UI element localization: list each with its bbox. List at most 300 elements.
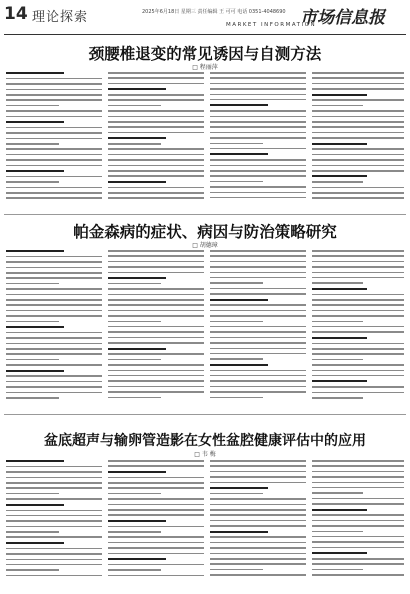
body-text-line bbox=[312, 105, 363, 107]
issue-meta: 2025年6月18日 星期三 责任编辑 王 可可 电话 0351-4048690 bbox=[142, 9, 286, 15]
body-text-line bbox=[6, 575, 102, 577]
body-text-line bbox=[312, 83, 404, 85]
body-text-line bbox=[108, 288, 204, 290]
subheading-line bbox=[312, 175, 367, 177]
body-text-line bbox=[108, 272, 204, 274]
body-text-line bbox=[6, 520, 102, 522]
body-text-line bbox=[312, 364, 404, 366]
body-text-line bbox=[210, 132, 306, 134]
body-text-line bbox=[210, 250, 306, 252]
body-text-line bbox=[312, 299, 404, 301]
body-text-line bbox=[108, 477, 204, 479]
body-text-line bbox=[312, 148, 404, 150]
subheading-line bbox=[6, 370, 64, 372]
article-2-column-2 bbox=[108, 250, 204, 402]
body-text-line bbox=[312, 154, 404, 156]
body-text-line bbox=[210, 525, 306, 527]
body-text-line bbox=[312, 465, 404, 467]
body-text-line bbox=[210, 94, 306, 96]
body-text-line bbox=[312, 261, 404, 263]
article-3-column-3 bbox=[210, 460, 306, 580]
article-2-column-1 bbox=[6, 250, 102, 402]
body-text-line bbox=[108, 310, 204, 312]
body-text-line bbox=[210, 342, 306, 344]
body-text-line bbox=[108, 331, 204, 333]
body-text-line bbox=[210, 326, 306, 328]
body-text-line bbox=[108, 542, 204, 544]
body-text-line bbox=[108, 154, 204, 156]
page-number: 14 bbox=[4, 4, 28, 24]
body-text-line bbox=[312, 137, 404, 139]
body-text-line bbox=[210, 391, 306, 393]
subheading-line bbox=[108, 471, 166, 473]
subheading-line bbox=[312, 337, 367, 339]
subheading-line bbox=[108, 137, 166, 139]
body-text-line bbox=[108, 255, 204, 257]
body-text-line bbox=[210, 72, 306, 74]
body-text-line bbox=[210, 315, 306, 317]
body-text-line bbox=[210, 476, 306, 478]
body-text-line bbox=[210, 121, 306, 123]
body-text-line bbox=[108, 386, 204, 388]
subheading-line bbox=[6, 504, 64, 506]
body-text-line bbox=[6, 531, 59, 533]
body-text-line bbox=[312, 563, 404, 565]
body-text-line bbox=[108, 250, 204, 252]
body-text-line bbox=[210, 165, 306, 167]
body-text-line bbox=[312, 187, 404, 189]
body-text-line bbox=[210, 493, 263, 495]
body-text-line bbox=[108, 99, 204, 101]
body-text-line bbox=[108, 526, 204, 528]
body-text-line bbox=[312, 541, 404, 543]
body-text-line bbox=[6, 187, 102, 189]
body-text-line bbox=[210, 310, 306, 312]
body-text-line bbox=[312, 343, 404, 345]
body-text-line bbox=[312, 121, 404, 123]
body-text-line bbox=[210, 375, 306, 377]
body-text-line bbox=[108, 187, 204, 189]
body-text-line bbox=[108, 326, 204, 328]
body-text-line bbox=[108, 564, 204, 566]
body-text-line bbox=[108, 266, 204, 268]
body-text-line bbox=[210, 186, 306, 188]
body-text-line bbox=[6, 272, 102, 274]
body-text-line bbox=[108, 294, 204, 296]
body-text-line bbox=[108, 321, 161, 323]
body-text-line bbox=[210, 116, 306, 118]
subheading-line bbox=[108, 520, 166, 522]
body-text-line bbox=[108, 175, 204, 177]
body-text-line bbox=[210, 288, 306, 290]
body-text-line bbox=[108, 531, 161, 533]
body-text-line bbox=[6, 466, 102, 468]
body-text-line bbox=[6, 482, 102, 484]
subheading-line bbox=[6, 170, 64, 172]
body-text-line bbox=[108, 465, 204, 467]
subheading-line bbox=[6, 460, 64, 462]
article-2-title: 帕金森病的症状、病因与防治策略研究 bbox=[73, 223, 337, 241]
body-text-line bbox=[210, 126, 306, 128]
body-text-line bbox=[108, 370, 204, 372]
body-text-line bbox=[312, 353, 404, 355]
body-text-line bbox=[108, 159, 204, 161]
body-text-line bbox=[108, 315, 204, 317]
body-text-line bbox=[108, 121, 204, 123]
body-text-line bbox=[210, 143, 263, 145]
subheading-line bbox=[6, 72, 64, 74]
body-text-line bbox=[108, 105, 161, 107]
body-text-line bbox=[6, 94, 102, 96]
body-text-line bbox=[210, 471, 306, 473]
body-text-line bbox=[108, 77, 204, 79]
subheading-line bbox=[312, 143, 367, 145]
body-text-line bbox=[210, 293, 306, 295]
body-text-line bbox=[108, 304, 204, 306]
body-text-line bbox=[108, 143, 161, 145]
body-text-line bbox=[6, 375, 102, 377]
body-text-line bbox=[312, 331, 404, 333]
article-1-column-2 bbox=[108, 72, 204, 203]
body-text-line bbox=[108, 493, 161, 495]
body-text-line bbox=[210, 282, 263, 284]
body-text-line bbox=[312, 492, 363, 494]
body-text-line bbox=[6, 559, 102, 561]
article-3-column-1 bbox=[6, 460, 102, 580]
body-text-line bbox=[6, 89, 102, 91]
body-text-line bbox=[6, 564, 102, 566]
body-text-line bbox=[108, 536, 204, 538]
body-text-line bbox=[210, 88, 306, 90]
body-text-line bbox=[210, 460, 306, 462]
body-text-line bbox=[108, 132, 204, 134]
body-text-line bbox=[108, 72, 204, 74]
body-text-line bbox=[108, 148, 204, 150]
body-text-line bbox=[312, 88, 404, 90]
body-text-line bbox=[108, 299, 204, 301]
body-text-line bbox=[312, 192, 404, 194]
article-1-column-4 bbox=[312, 72, 404, 203]
body-text-line bbox=[312, 315, 404, 317]
subheading-line bbox=[6, 326, 64, 328]
body-text-line bbox=[210, 331, 306, 333]
body-text-line bbox=[6, 294, 102, 296]
subheading-line bbox=[6, 542, 64, 544]
article-1-title: 颈腰椎退变的常见诱因与自测方法 bbox=[88, 45, 322, 63]
body-text-line bbox=[6, 181, 59, 183]
subheading-line bbox=[210, 104, 268, 106]
body-text-line bbox=[312, 310, 404, 312]
body-text-line bbox=[6, 197, 102, 199]
body-text-line bbox=[108, 126, 204, 128]
body-text-line bbox=[108, 342, 204, 344]
body-text-line bbox=[312, 321, 363, 323]
subheading-line bbox=[108, 558, 166, 560]
body-text-line bbox=[312, 170, 404, 172]
body-text-line bbox=[6, 359, 59, 361]
body-text-line bbox=[312, 250, 404, 252]
body-text-line bbox=[6, 83, 102, 85]
article-1-column-3 bbox=[210, 72, 306, 202]
body-text-line bbox=[108, 460, 204, 462]
body-text-line bbox=[6, 515, 102, 517]
body-text-line bbox=[108, 514, 204, 516]
article-divider bbox=[4, 414, 406, 415]
article-2-column-4 bbox=[312, 250, 404, 402]
masthead bbox=[0, 0, 410, 36]
body-text-line bbox=[312, 487, 404, 489]
body-text-line bbox=[210, 569, 263, 571]
body-text-line bbox=[210, 553, 306, 555]
subheading-line bbox=[312, 288, 367, 290]
body-text-line bbox=[210, 386, 306, 388]
article-3-column-2 bbox=[108, 460, 204, 580]
body-text-line bbox=[6, 310, 102, 312]
body-text-line bbox=[6, 165, 102, 167]
body-text-line bbox=[108, 575, 204, 577]
body-text-line bbox=[210, 482, 306, 484]
body-text-line bbox=[210, 266, 306, 268]
body-text-line bbox=[210, 348, 306, 350]
body-text-line bbox=[210, 397, 263, 399]
body-text-line bbox=[312, 77, 404, 79]
body-text-line bbox=[210, 358, 263, 360]
body-text-line bbox=[210, 148, 306, 150]
body-text-line bbox=[312, 255, 404, 257]
body-text-line bbox=[210, 353, 306, 355]
body-text-line bbox=[210, 563, 306, 565]
body-text-line bbox=[6, 548, 102, 550]
body-text-line bbox=[6, 78, 102, 80]
body-text-line bbox=[6, 569, 59, 571]
article-3-byline: □ 韦 梅 bbox=[194, 451, 216, 458]
body-text-line bbox=[6, 116, 102, 118]
body-text-line bbox=[6, 526, 102, 528]
body-text-line bbox=[210, 175, 306, 177]
subheading-line bbox=[6, 121, 64, 123]
body-text-line bbox=[108, 397, 161, 399]
body-text-line bbox=[6, 192, 102, 194]
body-text-line bbox=[6, 110, 102, 112]
body-text-line bbox=[312, 72, 404, 74]
body-text-line bbox=[6, 159, 102, 161]
body-text-line bbox=[210, 321, 263, 323]
body-text-line bbox=[6, 288, 102, 290]
body-text-line bbox=[312, 397, 363, 399]
body-text-line bbox=[6, 343, 102, 345]
body-text-line bbox=[312, 514, 404, 516]
body-text-line bbox=[6, 348, 102, 350]
subheading-line bbox=[210, 487, 268, 489]
body-text-line bbox=[210, 504, 306, 506]
body-text-line bbox=[312, 304, 404, 306]
body-text-line bbox=[312, 181, 363, 183]
body-text-line bbox=[6, 536, 102, 538]
body-text-line bbox=[312, 326, 404, 328]
body-text-line bbox=[312, 294, 404, 296]
body-text-line bbox=[6, 493, 59, 495]
body-text-line bbox=[6, 337, 102, 339]
body-text-line bbox=[6, 321, 59, 323]
section-title: 理论探索 bbox=[32, 10, 89, 25]
body-text-line bbox=[6, 299, 102, 301]
body-text-line bbox=[6, 267, 102, 269]
body-text-line bbox=[312, 159, 404, 161]
body-text-line bbox=[210, 261, 306, 263]
article-3-title: 盆底超声与输卵管造影在女性盆腔健康评估中的应用 bbox=[44, 433, 366, 449]
body-text-line bbox=[6, 381, 102, 383]
body-text-line bbox=[312, 558, 404, 560]
body-text-line bbox=[210, 99, 306, 101]
subheading-line bbox=[108, 88, 166, 90]
body-text-line bbox=[108, 83, 204, 85]
body-text-line bbox=[108, 380, 204, 382]
body-text-line bbox=[6, 364, 102, 366]
body-text-line bbox=[210, 277, 306, 279]
body-text-line bbox=[108, 110, 204, 112]
subheading-line bbox=[312, 509, 367, 511]
body-text-line bbox=[210, 498, 306, 500]
article-2-column-3 bbox=[210, 250, 306, 402]
body-text-line bbox=[6, 510, 102, 512]
body-text-line bbox=[210, 197, 306, 199]
body-text-line bbox=[210, 380, 306, 382]
body-text-line bbox=[312, 482, 404, 484]
body-text-line bbox=[210, 547, 306, 549]
body-text-line bbox=[210, 514, 306, 516]
body-text-line bbox=[6, 127, 102, 129]
subheading-line bbox=[210, 299, 268, 301]
subheading-line bbox=[312, 552, 367, 554]
body-text-line bbox=[312, 460, 404, 462]
body-text-line bbox=[6, 353, 102, 355]
body-text-line bbox=[312, 282, 363, 284]
body-text-line bbox=[210, 542, 306, 544]
body-text-line bbox=[6, 143, 59, 145]
subheading-line bbox=[312, 380, 367, 382]
newspaper-english-name: MARKET INFORMATION bbox=[226, 22, 317, 28]
body-text-line bbox=[108, 498, 204, 500]
body-text-line bbox=[6, 154, 102, 156]
body-text-line bbox=[312, 498, 404, 500]
body-text-line bbox=[210, 370, 306, 372]
body-text-line bbox=[108, 364, 204, 366]
body-text-line bbox=[108, 170, 204, 172]
body-text-line bbox=[6, 477, 102, 479]
article-divider bbox=[4, 214, 406, 215]
body-text-line bbox=[108, 283, 161, 285]
body-text-line bbox=[210, 509, 306, 511]
body-text-line bbox=[108, 482, 204, 484]
subheading-line bbox=[312, 94, 367, 96]
body-text-line bbox=[312, 272, 404, 274]
body-text-line bbox=[312, 370, 404, 372]
body-text-line bbox=[108, 165, 204, 167]
body-text-line bbox=[312, 569, 363, 571]
newspaper-logo: 市场信息报 bbox=[300, 8, 385, 28]
body-text-line bbox=[6, 386, 102, 388]
subheading-line bbox=[108, 181, 166, 183]
body-text-line bbox=[6, 283, 59, 285]
body-text-line bbox=[312, 471, 404, 473]
body-text-line bbox=[6, 261, 102, 263]
subheading-line bbox=[108, 277, 166, 279]
body-text-line bbox=[6, 105, 59, 107]
body-text-line bbox=[312, 126, 404, 128]
body-text-line bbox=[312, 116, 404, 118]
body-text-line bbox=[6, 148, 102, 150]
body-text-line bbox=[210, 255, 306, 257]
body-text-line bbox=[312, 574, 404, 576]
body-text-line bbox=[312, 392, 404, 394]
body-text-line bbox=[108, 94, 204, 96]
body-text-line bbox=[108, 192, 204, 194]
body-text-line bbox=[6, 277, 102, 279]
body-text-line bbox=[210, 337, 306, 339]
body-text-line bbox=[108, 547, 204, 549]
body-text-line bbox=[210, 83, 306, 85]
body-text-line bbox=[6, 256, 102, 258]
body-text-line bbox=[210, 159, 306, 161]
body-text-line bbox=[312, 132, 404, 134]
body-text-line bbox=[312, 386, 404, 388]
body-text-line bbox=[6, 553, 102, 555]
body-text-line bbox=[108, 569, 161, 571]
body-text-line bbox=[6, 397, 59, 399]
body-text-line bbox=[210, 520, 306, 522]
body-text-line bbox=[108, 116, 204, 118]
body-text-line bbox=[6, 392, 102, 394]
body-text-line bbox=[108, 359, 161, 361]
body-text-line bbox=[6, 99, 102, 101]
body-text-line bbox=[312, 348, 404, 350]
body-text-line bbox=[210, 181, 263, 183]
body-text-line bbox=[312, 99, 404, 101]
subheading-line bbox=[210, 531, 268, 533]
body-text-line bbox=[6, 332, 102, 334]
body-text-line bbox=[6, 498, 102, 500]
body-text-line bbox=[312, 536, 404, 538]
body-text-line bbox=[312, 165, 404, 167]
body-text-line bbox=[210, 110, 306, 112]
body-text-line bbox=[108, 487, 204, 489]
header-rule bbox=[4, 34, 406, 35]
body-text-line bbox=[312, 531, 363, 533]
body-text-line bbox=[108, 504, 204, 506]
body-text-line bbox=[6, 138, 102, 140]
body-text-line bbox=[210, 536, 306, 538]
body-text-line bbox=[312, 359, 363, 361]
body-text-line bbox=[312, 520, 404, 522]
body-text-line bbox=[108, 353, 204, 355]
article-2-byline: □ 胡德璋 bbox=[192, 242, 218, 249]
body-text-line bbox=[6, 176, 102, 178]
body-text-line bbox=[312, 547, 404, 549]
subheading-line bbox=[210, 364, 268, 366]
body-text-line bbox=[210, 558, 306, 560]
article-1-column-1 bbox=[6, 72, 102, 203]
body-text-line bbox=[312, 266, 404, 268]
body-text-line bbox=[312, 503, 404, 505]
body-text-line bbox=[6, 132, 102, 134]
body-text-line bbox=[210, 465, 306, 467]
body-text-line bbox=[108, 375, 204, 377]
body-text-line bbox=[108, 509, 204, 511]
subheading-line bbox=[6, 250, 64, 252]
body-text-line bbox=[210, 77, 306, 79]
body-text-line bbox=[6, 487, 102, 489]
subheading-line bbox=[210, 153, 268, 155]
